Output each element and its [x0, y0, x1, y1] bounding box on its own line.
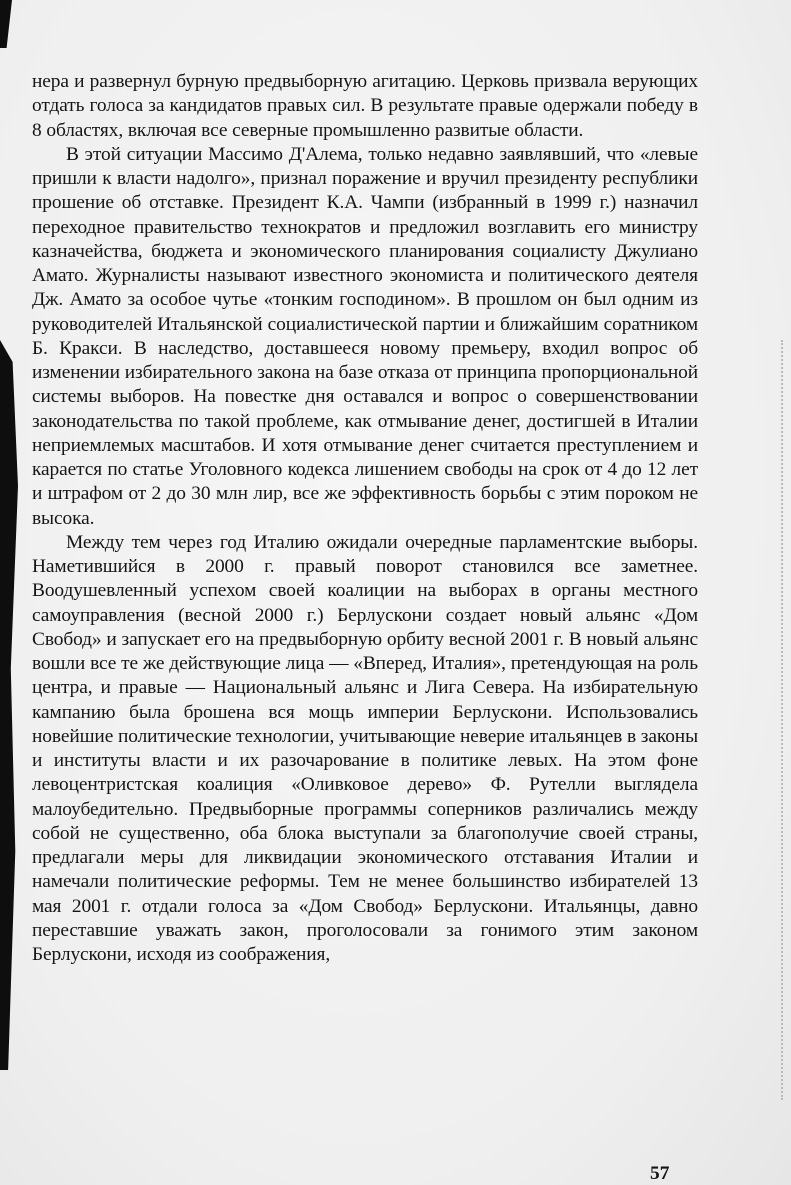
- page-edge-right: [777, 340, 783, 1100]
- paragraph-2: В этой ситуации Массимо Д'Алема, только недавно заявлявший, что «левые пришли к власти надолго», признал поражение и вручил президенту республики прошение об отставке. Президент К.А. Чампи (избранный в 1999 г.) назначил переходное правительство технократов и предложил возглавить его министру казначейства, бюджета и экономического планирования социалисту Джулиано Амато. Журналисты называют известного экономиста и политического деятеля Дж. Амато за особое чутье «тонким господином». В прошлом он был одним из руководителей Итальянской социалистической партии и ближайшим соратником Б. Кракси. В наследство, доставшееся новому премьеру, входил вопрос об изменении избирательного закона на базе отказа от принципа пропорциональной системы выборов. На повестке дня оставался и вопрос о совершенствовании законодательства по такой проблеме, как отмывание денег, достигшей в Италии неприемлемых масштабов. И хотя отмывание денег считается преступлением и карается по статье Уголовного кодекса лишением свободы на срок от 4 до 12 лет и штрафом от 2 до 30 млн лир, все же эффективность борьбы с этим пороком не высока.: [32, 143, 698, 529]
- paragraph-1: нера и развернул бурную предвыборную агитацию. Церковь призвала верующих отдать голоса за кандидатов правых сил. В результате правые одержали победу в 8 областях, включая все северные промышленно развитые области.: [32, 71, 698, 141]
- paragraph-3: Между тем через год Италию ожидали очередные парламентские выборы. Наметившийся в 2000 г. правый поворот становился все заметнее. Воодушевленный успехом своей коалиции на выборах в органы местного самоуправления (весной 2000 г.) Берлускони создает новый альянс «Дом Свобод» и запускает его на предвыборную орбиту весной 2001 г. В новый альянс вошли все те же действующие лица — «Вперед, Италия», претендующая на роль центра, и правые — Национальный альянс и Лига Севера. На избирательную кампанию была брошена вся мощь империи Берлускони. Использовались новейшие политические технологии, учитывающие неверие итальянцев в законы и институты власти и их разочарование в политике левых. На этом фоне левоцентристская коалиция «Оливковое дерево» Ф. Рутелли выглядела малоубедительно. Предвыборные программы соперников различались между собой не существенно, оба блока выступали за благополучие своей страны, предлагали меры для ликвидации экономического отставания Италии и намечали политические реформы. Тем не менее большинство избирателей 13 мая 2001 г. отдали голоса за «Дом Свобод» Берлускони. Итальянцы, давно переставшие уважать закон, проголосовали за гонимого этим законом Берлускони, исходя из соображения,: [32, 531, 698, 965]
- body-text: [32, 70, 698, 967]
- page-number: 57: [650, 1163, 670, 1184]
